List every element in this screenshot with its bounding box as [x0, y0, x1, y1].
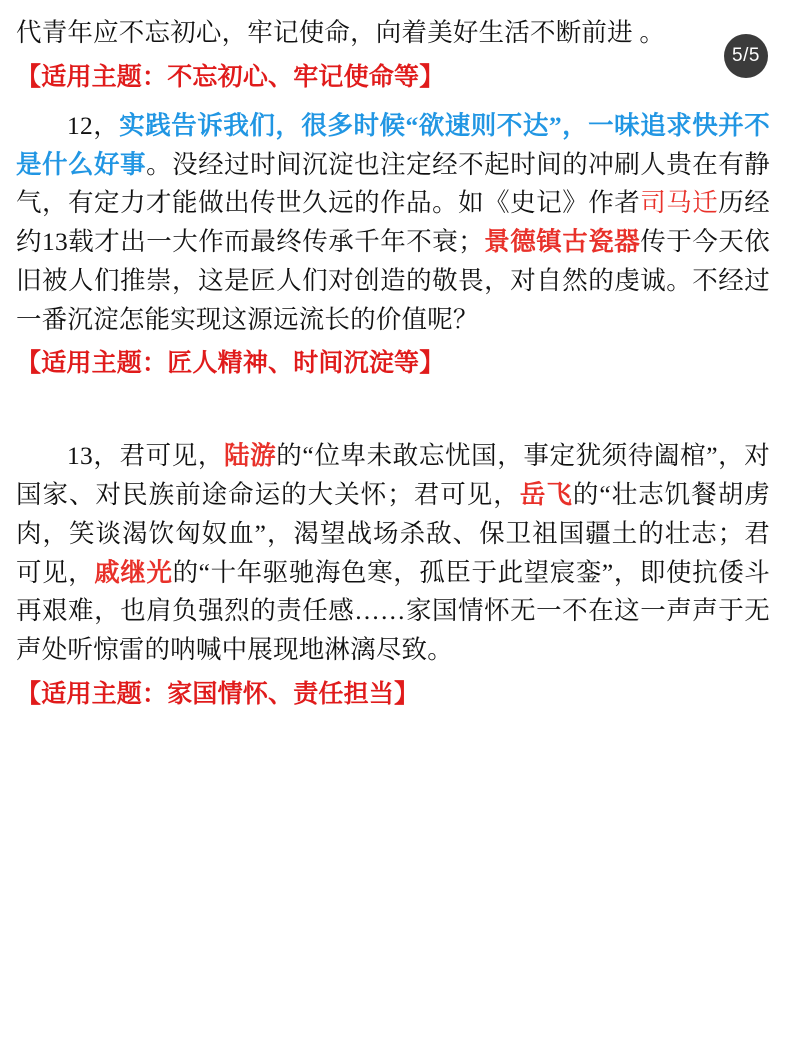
theme-value: 匠人精神、时间沉淀等 [167, 350, 420, 378]
item-13-text-1: 的“位卑未敢忘忧国，事定犹须待阖棺”，对国家、对民族前途命运的大关怀；君可见， [16, 441, 771, 509]
theme-value: 不忘初心、牢记使命等 [167, 63, 420, 91]
item-13-lead: 君可见， [119, 441, 224, 471]
item-12-number: 12， [67, 110, 120, 140]
item-12-text-2: 历经约13载才出一大作而最终传承千年不衰； [16, 188, 770, 256]
section-spacer [16, 393, 770, 437]
item-13-highlight-red-3: 戚继光 [94, 557, 173, 587]
theme-line-3 [16, 676, 770, 714]
item-13-highlight-red-1: 陆游 [223, 441, 277, 471]
theme-line-2 [16, 345, 770, 383]
theme-open-bracket: 【 [16, 350, 42, 378]
item-13-text-3: 的“十年驱驰海色寒，孤臣于此望宸銮”，即使抗倭斗再艰难，也肩负强烈的责任感……家国情怀无一不在这一声声于无声处听惊雷的呐喊中展现地淋漓尽致。 [16, 557, 770, 664]
document-body [16, 14, 770, 714]
item-12-highlight-red-2: 景德镇古瓷器 [483, 227, 641, 256]
theme-line-1 [16, 59, 770, 97]
theme-label: 适用主题： [41, 680, 168, 708]
theme-close-bracket: 】 [419, 63, 445, 91]
item-13-highlight-red-2: 岳飞 [519, 480, 573, 509]
page-indicator-badge: 5/5 [724, 34, 768, 78]
item-12-highlight-red-1: 司马迁 [640, 188, 719, 218]
paragraph-top-fragment [16, 14, 770, 53]
top-fragment-text: 代青年应不忘初心，牢记使命，向着美好生活不断前进 。 [16, 18, 666, 47]
item-13-number: 13， [67, 441, 120, 471]
item-12-text-3: 传于今天依旧被人们推崇，这是匠人们对创造的敬畏，对自然的虔诚。不经过一番沉淀怎能实现这源远流长的价值呢？ [16, 227, 770, 334]
item-13-text-2: 的“壮志饥餐胡虏肉，笑谈渴饮匈奴血”，渴望战场杀敌、保卫祖国疆土的壮志；君可见， [16, 480, 771, 587]
theme-close-bracket: 】 [394, 680, 420, 708]
item-12-highlight-blue: 实践告诉我们，很多时候“欲速则不达”，一味追求快并不是什么好事 [16, 110, 770, 179]
theme-value: 家国情怀、责任担当 [167, 680, 395, 708]
theme-close-bracket: 】 [419, 350, 445, 378]
theme-open-bracket: 【 [16, 680, 42, 708]
theme-open-bracket: 【 [16, 63, 42, 91]
theme-label: 适用主题： [41, 63, 168, 91]
theme-label: 适用主题： [41, 350, 168, 378]
paragraph-item-13 [16, 437, 770, 670]
paragraph-item-12 [16, 107, 770, 340]
item-12-text-1: 。没经过时间沉淀也注定经不起时间的冲刷人贵在有静气，有定力才能做出传世久远的作品。如《史记》作者 [16, 149, 770, 218]
